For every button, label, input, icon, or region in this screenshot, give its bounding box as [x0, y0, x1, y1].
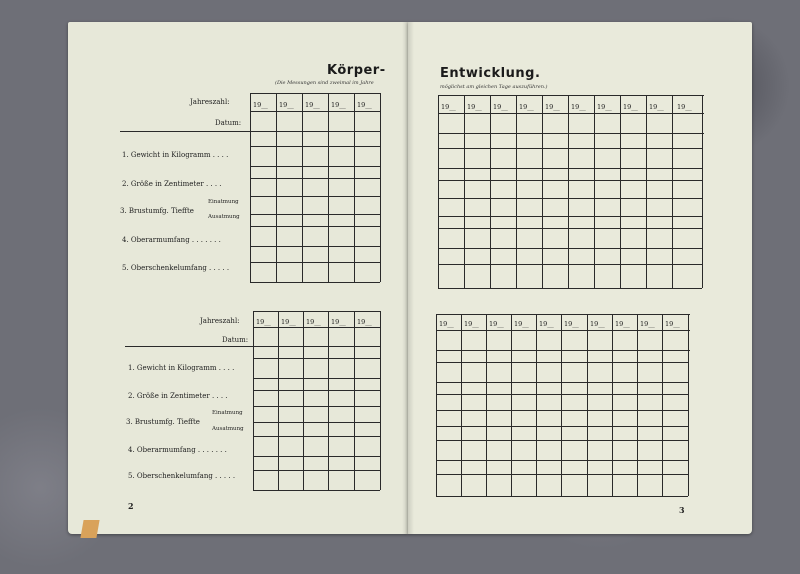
ausatmung-label: Ausatmung [212, 426, 244, 432]
grid-line [438, 95, 439, 288]
grid-line [253, 422, 380, 423]
grid-line [380, 93, 381, 282]
grid-line [436, 474, 688, 475]
grid-line [542, 95, 543, 288]
grid-line [250, 214, 380, 215]
grid-line [436, 314, 690, 315]
year-cell: 19__ [253, 101, 268, 109]
year-cell: 19__ [489, 320, 504, 328]
year-cell: 19__ [545, 103, 560, 111]
grid-line [438, 198, 702, 199]
grid-line [438, 168, 702, 169]
grid-line [461, 314, 462, 496]
grid-line [536, 314, 537, 496]
left-page [68, 22, 408, 534]
year-cell: 19__ [640, 320, 655, 328]
grid-line [436, 496, 688, 497]
grid-line [250, 282, 380, 283]
grid-line [438, 148, 702, 149]
year-cell: 19__ [357, 101, 372, 109]
year-cell: 19__ [306, 318, 321, 326]
year-cell: 19__ [597, 103, 612, 111]
grid-line [354, 93, 355, 282]
grid-line [436, 314, 437, 496]
year-cell: 19__ [493, 103, 508, 111]
grid-line [436, 350, 690, 351]
year-cell: 19__ [665, 320, 680, 328]
grid-line [702, 95, 703, 288]
row-label: 3. Brustumfg. Tieffte [120, 207, 194, 215]
grid-line [662, 314, 663, 496]
grid-line [250, 93, 251, 282]
year-cell: 19__ [564, 320, 579, 328]
grid-line [436, 330, 690, 331]
year-cell: 19__ [590, 320, 605, 328]
grid-line [436, 362, 688, 363]
grid-line [436, 410, 688, 411]
grid-line [438, 228, 702, 229]
year-cell: 19__ [677, 103, 692, 111]
grid-line [486, 314, 487, 496]
grid-line [253, 327, 380, 328]
grid-line [250, 262, 380, 263]
row-label: 1. Gewicht in Kilogramm . . . . [128, 364, 235, 372]
grid-line [328, 311, 329, 490]
row-label: 5. Oberschenkelumfang . . . . . [122, 264, 230, 272]
row-label: 3. Brustumfg. Tieffte [126, 418, 200, 426]
year-cell: 19__ [615, 320, 630, 328]
einatmung-label: Einatmung [212, 410, 243, 416]
year-cell: 19__ [514, 320, 529, 328]
grid-line [568, 95, 569, 288]
grid-line [253, 390, 380, 391]
row-label: 5. Oberschenkelumfang . . . . . [128, 472, 236, 480]
grid-line [561, 314, 562, 496]
grid-line [620, 95, 621, 288]
year-cell: 19__ [539, 320, 554, 328]
grid-line [250, 93, 380, 94]
year-cell: 19__ [256, 318, 271, 326]
grid-line [250, 196, 380, 197]
grid-line [436, 382, 688, 383]
year-cell: 19__ [649, 103, 664, 111]
page-number-right: 3 [679, 505, 685, 515]
grid-line [672, 95, 673, 288]
grid-line [328, 93, 329, 282]
grid-line [302, 93, 303, 282]
grid-line [253, 490, 380, 491]
year-cell: 19__ [331, 318, 346, 326]
grid-line [253, 456, 380, 457]
grid-line [354, 311, 355, 490]
grid-line [688, 314, 689, 496]
grid-line [464, 95, 465, 288]
grid-line [646, 95, 647, 288]
grid-line [594, 95, 595, 288]
date-label: Datum: [222, 336, 249, 344]
book-spine [402, 22, 414, 534]
grid-line [511, 314, 512, 496]
grid-line [303, 311, 304, 490]
date-label: Datum: [215, 119, 242, 127]
row-label: 4. Oberarmumfang . . . . . . . [128, 446, 227, 454]
grid-line [438, 133, 704, 134]
grid-line [253, 406, 380, 407]
year-cell: 19__ [331, 101, 346, 109]
grid-line [250, 111, 380, 112]
row-label: 1. Gewicht in Kilogramm . . . . [122, 151, 229, 159]
grid-line [438, 180, 702, 181]
row-label: 4. Oberarmumfang . . . . . . . [122, 236, 221, 244]
grid-line [250, 178, 380, 179]
year-cell: 19__ [464, 320, 479, 328]
row-label: 2. Größe in Zentimeter . . . . [128, 392, 228, 400]
grid-line [490, 95, 491, 288]
year-cell: 19__ [357, 318, 372, 326]
grid-line [438, 264, 702, 265]
page-number-left: 2 [128, 501, 134, 511]
grid-line [516, 95, 517, 288]
grid-line [250, 226, 380, 227]
grid-line [253, 436, 380, 437]
year-cell: 19__ [279, 101, 294, 109]
grid-line [250, 246, 380, 247]
row-label: 2. Größe in Zentimeter . . . . [122, 180, 222, 188]
grid-line [380, 311, 381, 490]
year-cell: 19__ [623, 103, 638, 111]
grid-line [612, 314, 613, 496]
einatmung-label: Einatmung [208, 199, 239, 205]
note-right: möglichst am gleichen Tage auszuführen.) [440, 84, 548, 90]
grid-line [436, 426, 688, 427]
grid-line [253, 378, 380, 379]
title-right: Entwicklung. [440, 66, 541, 81]
year-cell: 19__ [519, 103, 534, 111]
ausatmung-label: Ausatmung [208, 214, 240, 220]
title-left: Körper- [327, 63, 386, 78]
grid-line [587, 314, 588, 496]
grid-line [436, 394, 688, 395]
grid-line [278, 311, 279, 490]
grid-line [250, 166, 380, 167]
year-cell: 19__ [571, 103, 586, 111]
grid-line [438, 216, 702, 217]
year-cell: 19__ [441, 103, 456, 111]
grid-line [253, 358, 380, 359]
grid-line [253, 470, 380, 471]
year-label: Jahreszahl: [200, 317, 240, 325]
right-page [408, 22, 752, 534]
grid-line [438, 95, 704, 96]
year-cell: 19__ [305, 101, 320, 109]
grid-line [276, 93, 277, 282]
grid-line [438, 113, 704, 114]
year-cell: 19__ [281, 318, 296, 326]
page-corner-stain [80, 520, 99, 538]
grid-line [438, 248, 702, 249]
year-label: Jahreszahl: [190, 98, 230, 106]
grid-line [438, 288, 702, 289]
year-cell: 19__ [439, 320, 454, 328]
grid-line [637, 314, 638, 496]
grid-line [436, 440, 688, 441]
grid-line [253, 311, 254, 490]
note-left: (Die Messungen sind zweimal im Jahre [275, 80, 374, 86]
grid-line [250, 146, 380, 147]
grid-line [253, 311, 380, 312]
grid-line [436, 460, 688, 461]
year-cell: 19__ [467, 103, 482, 111]
